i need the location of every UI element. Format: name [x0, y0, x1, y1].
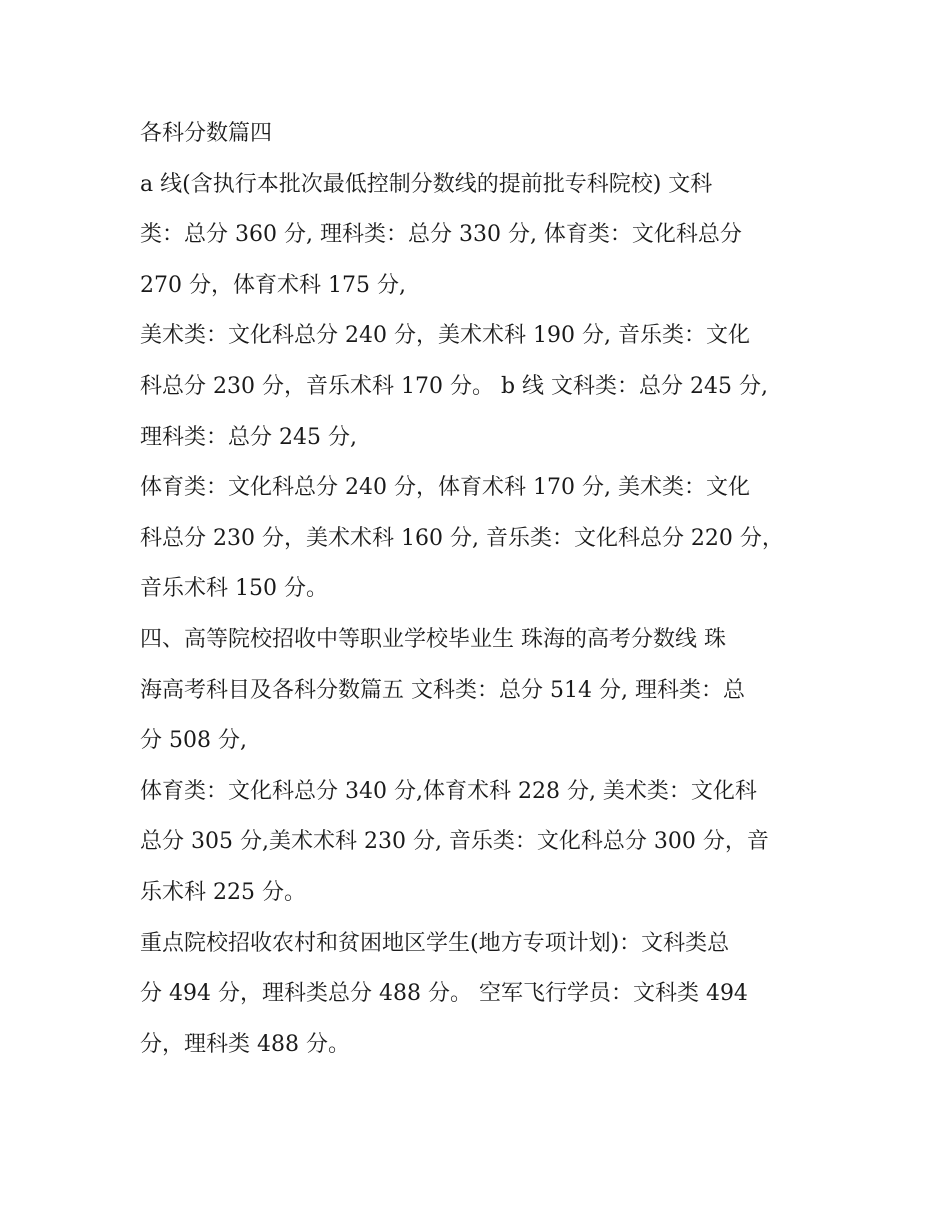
text-line: 分 494 分，理科类总分 488 分。 空军飞行学员：文科类 494: [140, 981, 748, 1007]
text-line: 总分 305 分,美术术科 230 分, 音乐类：文化科总分 300 分，音: [140, 829, 769, 855]
text-line: 类：总分 360 分, 理科类：总分 330 分, 体育类：文化科总分: [140, 222, 742, 248]
text-line: 理科类：总分 245 分,: [140, 424, 357, 450]
text-line: 音乐术科 150 分。: [140, 576, 328, 602]
text-line: 科总分 230 分，音乐术科 170 分。 b 线 文科类：总分 245 分,: [140, 373, 768, 399]
text-line: 各科分数篇四: [140, 121, 273, 146]
document-body: [140, 109, 810, 1070]
text-line: 美术类：文化科总分 240 分，美术术科 190 分, 音乐类：文化: [140, 323, 750, 349]
text-line: 分 508 分,: [140, 728, 247, 754]
text-line: 乐术科 225 分。: [140, 879, 306, 905]
text-line: 海高考科目及各科分数篇五 文科类：总分 514 分, 理科类：总: [140, 677, 745, 703]
text-line: 体育类：文化科总分 340 分,体育术科 228 分, 美术类：文化科: [140, 778, 757, 804]
text-line: 体育类：文化科总分 240 分，体育术科 170 分, 美术类：文化: [140, 475, 750, 501]
text-line: 270 分，体育术科 175 分,: [140, 272, 406, 298]
text-line: 四、高等院校招收中等职业学校毕业生 珠海的高考分数线 珠: [140, 626, 726, 652]
text-line: a 线(含执行本批次最低控制分数线的提前批专科院校) 文科: [140, 171, 713, 197]
text-line: 重点院校招收农村和贫困地区学生(地方专项计划)：文科类总: [140, 930, 730, 956]
text-line: 分，理科类 488 分。: [140, 1031, 350, 1057]
text-line: 科总分 230 分，美术术科 160 分, 音乐类：文化科总分 220 分，: [140, 525, 784, 551]
